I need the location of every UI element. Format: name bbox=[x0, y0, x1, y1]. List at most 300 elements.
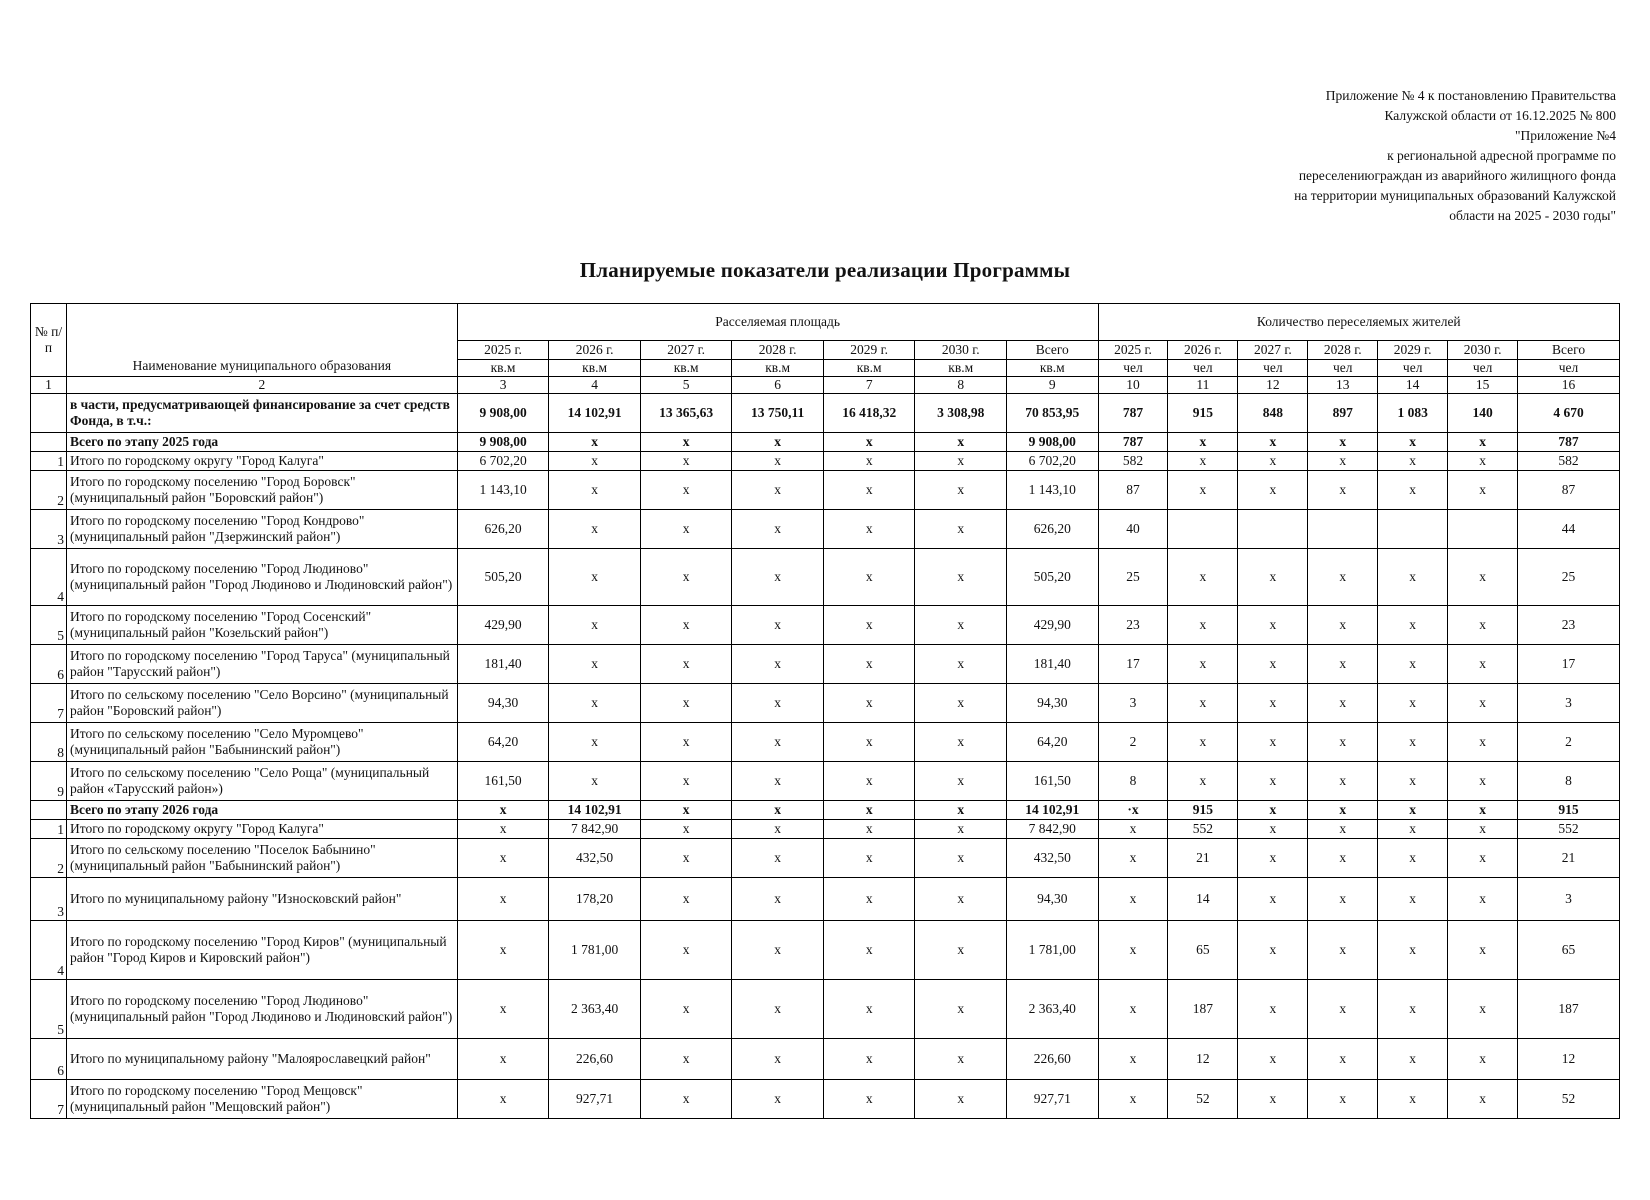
area-value: х bbox=[823, 549, 915, 606]
table-row bbox=[31, 645, 1620, 684]
area-value: х bbox=[640, 762, 732, 801]
column-index: 10 bbox=[1098, 377, 1168, 394]
row-number: 7 bbox=[31, 1080, 67, 1119]
area-value: х bbox=[823, 1039, 915, 1080]
people-value: 915 bbox=[1168, 394, 1238, 433]
area-value: 226,60 bbox=[549, 1039, 641, 1080]
area-value: х bbox=[457, 1080, 549, 1119]
people-value: 2 bbox=[1098, 723, 1168, 762]
people-value: х bbox=[1378, 549, 1448, 606]
area-value: 64,20 bbox=[457, 723, 549, 762]
people-value: х bbox=[1238, 801, 1308, 820]
people-value: х bbox=[1378, 452, 1448, 471]
unit-header: чел bbox=[1168, 360, 1238, 377]
area-value: х bbox=[457, 921, 549, 980]
people-value: х bbox=[1098, 839, 1168, 878]
area-value: х bbox=[732, 510, 824, 549]
area-value: 1 781,00 bbox=[1006, 921, 1098, 980]
area-value: х bbox=[732, 921, 824, 980]
row-number: 3 bbox=[31, 510, 67, 549]
table-row bbox=[31, 921, 1620, 980]
table-row bbox=[31, 433, 1620, 452]
people-value: 44 bbox=[1518, 510, 1620, 549]
people-value: х bbox=[1308, 471, 1378, 510]
column-index: 4 bbox=[549, 377, 641, 394]
row-number: 2 bbox=[31, 471, 67, 510]
area-value: х bbox=[457, 1039, 549, 1080]
people-value: ·х bbox=[1098, 801, 1168, 820]
people-value: х bbox=[1168, 762, 1238, 801]
people-value: 582 bbox=[1518, 452, 1620, 471]
row-number bbox=[31, 394, 67, 433]
area-value: 13 365,63 bbox=[640, 394, 732, 433]
people-value: х bbox=[1308, 645, 1378, 684]
area-value: х bbox=[732, 433, 824, 452]
people-value: 582 bbox=[1098, 452, 1168, 471]
unit-header: кв.м bbox=[457, 360, 549, 377]
area-value: 429,90 bbox=[1006, 606, 1098, 645]
table-row bbox=[31, 980, 1620, 1039]
people-value: х bbox=[1238, 684, 1308, 723]
people-value: х bbox=[1308, 980, 1378, 1039]
area-value: х bbox=[549, 723, 641, 762]
municipality-name: Итого по муниципальному району "Износковский район" bbox=[66, 878, 457, 921]
area-value: 181,40 bbox=[457, 645, 549, 684]
appendix-line: переселениюграждан из аварийного жилищного фонда bbox=[1298, 168, 1616, 183]
area-value: х bbox=[732, 549, 824, 606]
people-value: х bbox=[1378, 433, 1448, 452]
people-value: х bbox=[1448, 452, 1518, 471]
people-value: 915 bbox=[1518, 801, 1620, 820]
column-index: 7 bbox=[823, 377, 915, 394]
row-number: 2 bbox=[31, 839, 67, 878]
unit-header: кв.м bbox=[640, 360, 732, 377]
people-value: 23 bbox=[1098, 606, 1168, 645]
column-index: 2 bbox=[66, 377, 457, 394]
people-value: 915 bbox=[1168, 801, 1238, 820]
people-value: х bbox=[1308, 606, 1378, 645]
area-value: х bbox=[640, 1080, 732, 1119]
area-value: 1 781,00 bbox=[549, 921, 641, 980]
people-value: 87 bbox=[1098, 471, 1168, 510]
row-number: 8 bbox=[31, 723, 67, 762]
table-row bbox=[31, 684, 1620, 723]
municipality-name: Итого по городскому поселению "Город Мещовск" (муниципальный район "Мещовский район") bbox=[66, 1080, 457, 1119]
area-value: 181,40 bbox=[1006, 645, 1098, 684]
people-value: х bbox=[1098, 1039, 1168, 1080]
year-header: 2025 г. bbox=[1098, 341, 1168, 360]
area-value: х bbox=[457, 820, 549, 839]
people-value: х bbox=[1308, 452, 1378, 471]
area-value: х bbox=[640, 471, 732, 510]
appendix-line: Приложение № 4 к постановлению Правительства bbox=[1325, 88, 1616, 103]
area-value: 14 102,91 bbox=[549, 394, 641, 433]
area-value: 14 102,91 bbox=[1006, 801, 1098, 820]
area-value: 13 750,11 bbox=[732, 394, 824, 433]
area-value: 226,60 bbox=[1006, 1039, 1098, 1080]
people-value: х bbox=[1168, 549, 1238, 606]
unit-header: чел bbox=[1448, 360, 1518, 377]
area-value: х bbox=[823, 723, 915, 762]
unit-header: чел bbox=[1238, 360, 1308, 377]
area-value: х bbox=[549, 471, 641, 510]
area-value: 6 702,20 bbox=[457, 452, 549, 471]
table-row bbox=[31, 723, 1620, 762]
people-value: 3 bbox=[1518, 684, 1620, 723]
people-value: 21 bbox=[1518, 839, 1620, 878]
people-value: 25 bbox=[1518, 549, 1620, 606]
year-header: 2029 г. bbox=[1378, 341, 1448, 360]
area-value: 16 418,32 bbox=[823, 394, 915, 433]
row-number: 9 bbox=[31, 762, 67, 801]
group-people-header: Количество переселяемых жителей bbox=[1098, 304, 1619, 341]
area-value: х bbox=[549, 645, 641, 684]
people-value: х bbox=[1448, 820, 1518, 839]
area-value: 7 842,90 bbox=[549, 820, 641, 839]
year-header: 2029 г. bbox=[823, 341, 915, 360]
row-number: 1 bbox=[31, 452, 67, 471]
unit-header: чел bbox=[1098, 360, 1168, 377]
area-value: 429,90 bbox=[457, 606, 549, 645]
row-number: 7 bbox=[31, 684, 67, 723]
people-value: 787 bbox=[1518, 433, 1620, 452]
header-row-groups bbox=[31, 304, 1620, 341]
people-value: х bbox=[1238, 645, 1308, 684]
area-value: х bbox=[732, 723, 824, 762]
people-value: х bbox=[1378, 684, 1448, 723]
area-value: х bbox=[732, 801, 824, 820]
area-value: х bbox=[915, 684, 1007, 723]
area-value: х bbox=[732, 471, 824, 510]
people-value bbox=[1168, 510, 1238, 549]
people-value: х bbox=[1168, 606, 1238, 645]
column-index: 13 bbox=[1308, 377, 1378, 394]
people-value: 1 083 bbox=[1378, 394, 1448, 433]
area-value: х bbox=[640, 801, 732, 820]
municipality-name: Итого по городскому поселению "Город Боровск" (муниципальный район "Боровский район") bbox=[66, 471, 457, 510]
people-value: х bbox=[1168, 684, 1238, 723]
area-value: 7 842,90 bbox=[1006, 820, 1098, 839]
area-value: х bbox=[549, 684, 641, 723]
people-value: х bbox=[1238, 606, 1308, 645]
people-value bbox=[1378, 510, 1448, 549]
area-value: 94,30 bbox=[1006, 684, 1098, 723]
people-value: 87 bbox=[1518, 471, 1620, 510]
people-value: х bbox=[1308, 433, 1378, 452]
people-value: 21 bbox=[1168, 839, 1238, 878]
people-value: х bbox=[1238, 452, 1308, 471]
area-value: х bbox=[640, 980, 732, 1039]
year-header: Всего bbox=[1006, 341, 1098, 360]
row-number: 4 bbox=[31, 921, 67, 980]
area-value: х bbox=[640, 921, 732, 980]
people-value bbox=[1308, 510, 1378, 549]
area-value: х bbox=[915, 839, 1007, 878]
people-value: х bbox=[1308, 684, 1378, 723]
table-row bbox=[31, 801, 1620, 820]
area-value: 1 143,10 bbox=[1006, 471, 1098, 510]
area-value: х bbox=[823, 452, 915, 471]
area-value: 2 363,40 bbox=[549, 980, 641, 1039]
people-value: х bbox=[1238, 723, 1308, 762]
area-value: х bbox=[915, 980, 1007, 1039]
people-value: х bbox=[1238, 1039, 1308, 1080]
year-header: Всего bbox=[1518, 341, 1620, 360]
municipality-name: Всего по этапу 2026 года bbox=[66, 801, 457, 820]
table-row bbox=[31, 471, 1620, 510]
people-value: х bbox=[1448, 645, 1518, 684]
page-title: Планируемые показатели реализации Программы bbox=[579, 258, 1071, 282]
appendix-line: "Приложение №4 bbox=[1515, 128, 1616, 143]
people-value: х bbox=[1378, 645, 1448, 684]
people-value: х bbox=[1308, 723, 1378, 762]
area-value: х bbox=[823, 801, 915, 820]
column-index: 11 bbox=[1168, 377, 1238, 394]
municipality-name: Итого по городскому поселению "Город Людиново" (муниципальный район "Город Людиново и Людиновский район") bbox=[66, 549, 457, 606]
people-value: х bbox=[1308, 549, 1378, 606]
area-value: 626,20 bbox=[457, 510, 549, 549]
area-value: х bbox=[640, 433, 732, 452]
unit-header: чел bbox=[1308, 360, 1378, 377]
municipality-name: Итого по городскому поселению "Город Таруса" (муниципальный район "Тарусский район") bbox=[66, 645, 457, 684]
area-value: х bbox=[549, 549, 641, 606]
people-value: 52 bbox=[1168, 1080, 1238, 1119]
people-value: 23 bbox=[1518, 606, 1620, 645]
people-value: х bbox=[1308, 878, 1378, 921]
people-value: х bbox=[1448, 980, 1518, 1039]
people-value: х bbox=[1168, 471, 1238, 510]
municipality-name: Итого по сельскому поселению "Село Муромцево" (муниципальный район "Бабынинский район") bbox=[66, 723, 457, 762]
municipality-name: Итого по сельскому поселению "Поселок Бабынино" (муниципальный район "Бабынинский район") bbox=[66, 839, 457, 878]
people-value: х bbox=[1378, 471, 1448, 510]
area-value: х bbox=[640, 549, 732, 606]
area-value: 505,20 bbox=[1006, 549, 1098, 606]
area-value: х bbox=[732, 1039, 824, 1080]
people-value: х bbox=[1378, 921, 1448, 980]
people-value: х bbox=[1378, 723, 1448, 762]
people-value: 2 bbox=[1518, 723, 1620, 762]
area-value: х bbox=[640, 820, 732, 839]
area-value: х bbox=[823, 471, 915, 510]
area-value: х bbox=[823, 762, 915, 801]
table-row bbox=[31, 452, 1620, 471]
area-value: х bbox=[915, 921, 1007, 980]
row-number: 6 bbox=[31, 645, 67, 684]
area-value: х bbox=[732, 606, 824, 645]
people-value: 8 bbox=[1098, 762, 1168, 801]
appendix-line: к региональной адресной программе по bbox=[1387, 148, 1616, 163]
area-value: 161,50 bbox=[1006, 762, 1098, 801]
area-value: 64,20 bbox=[1006, 723, 1098, 762]
area-value: 927,71 bbox=[549, 1080, 641, 1119]
column-index: 8 bbox=[915, 377, 1007, 394]
municipality-name: Итого по городскому поселению "Город Кондрово" (муниципальный район "Дзержинский район") bbox=[66, 510, 457, 549]
area-value: х bbox=[549, 606, 641, 645]
municipality-name: Итого по городскому округу "Город Калуга" bbox=[66, 820, 457, 839]
people-value: 848 bbox=[1238, 394, 1308, 433]
people-value: х bbox=[1448, 433, 1518, 452]
table-row bbox=[31, 1039, 1620, 1080]
area-value: х bbox=[640, 839, 732, 878]
area-value: х bbox=[823, 606, 915, 645]
indicators-table bbox=[30, 303, 1620, 1119]
people-value: х bbox=[1238, 471, 1308, 510]
area-value: 1 143,10 bbox=[457, 471, 549, 510]
area-value: х bbox=[823, 684, 915, 723]
people-value: х bbox=[1238, 549, 1308, 606]
people-value: 187 bbox=[1168, 980, 1238, 1039]
area-value: х bbox=[915, 820, 1007, 839]
appendix-line: Калужской области от 16.12.2025 № 800 bbox=[1384, 108, 1616, 123]
area-value: х bbox=[915, 433, 1007, 452]
year-header: 2030 г. bbox=[915, 341, 1007, 360]
area-value: х bbox=[915, 645, 1007, 684]
people-value: х bbox=[1378, 839, 1448, 878]
people-value: х bbox=[1448, 1039, 1518, 1080]
people-value: 787 bbox=[1098, 433, 1168, 452]
people-value: 8 bbox=[1518, 762, 1620, 801]
col-number-header: № п/п bbox=[31, 304, 67, 377]
people-value: х bbox=[1448, 723, 1518, 762]
area-value: х bbox=[549, 762, 641, 801]
area-value: х bbox=[640, 878, 732, 921]
area-value: х bbox=[640, 510, 732, 549]
people-value: х bbox=[1238, 762, 1308, 801]
people-value: х bbox=[1378, 1080, 1448, 1119]
municipality-name: Итого по городскому поселению "Город Людиново" (муниципальный район "Город Людиново и Людиновский район") bbox=[66, 980, 457, 1039]
area-value: 2 363,40 bbox=[1006, 980, 1098, 1039]
area-value: х bbox=[915, 452, 1007, 471]
unit-header: кв.м bbox=[823, 360, 915, 377]
area-value: х bbox=[915, 878, 1007, 921]
column-index: 3 bbox=[457, 377, 549, 394]
appendix-line: области на 2025 - 2030 годы" bbox=[1449, 208, 1616, 223]
people-value: х bbox=[1238, 878, 1308, 921]
people-value: х bbox=[1098, 921, 1168, 980]
people-value: х bbox=[1448, 839, 1518, 878]
people-value: х bbox=[1308, 921, 1378, 980]
area-value: х bbox=[549, 452, 641, 471]
area-value: х bbox=[732, 684, 824, 723]
area-value: 3 308,98 bbox=[915, 394, 1007, 433]
area-value: х bbox=[549, 433, 641, 452]
area-value: 94,30 bbox=[457, 684, 549, 723]
row-number: 1 bbox=[31, 820, 67, 839]
people-value: х bbox=[1238, 921, 1308, 980]
year-header: 2026 г. bbox=[549, 341, 641, 360]
area-value: х bbox=[732, 452, 824, 471]
people-value: 552 bbox=[1518, 820, 1620, 839]
people-value: х bbox=[1238, 839, 1308, 878]
people-value: х bbox=[1168, 723, 1238, 762]
area-value: х bbox=[457, 878, 549, 921]
people-value: 3 bbox=[1098, 684, 1168, 723]
people-value: х bbox=[1448, 684, 1518, 723]
people-value bbox=[1238, 510, 1308, 549]
area-value: 927,71 bbox=[1006, 1080, 1098, 1119]
area-value: х bbox=[915, 471, 1007, 510]
people-value: 52 bbox=[1518, 1080, 1620, 1119]
people-value: 25 bbox=[1098, 549, 1168, 606]
column-index: 1 bbox=[31, 377, 67, 394]
year-header: 2026 г. bbox=[1168, 341, 1238, 360]
people-value: х bbox=[1098, 878, 1168, 921]
unit-header: кв.м bbox=[549, 360, 641, 377]
area-value: х bbox=[732, 645, 824, 684]
unit-header: чел bbox=[1518, 360, 1620, 377]
area-value: 9 908,00 bbox=[457, 433, 549, 452]
row-number: 3 bbox=[31, 878, 67, 921]
table-row bbox=[31, 820, 1620, 839]
people-value: х bbox=[1308, 1080, 1378, 1119]
area-value: х bbox=[915, 1080, 1007, 1119]
people-value: х bbox=[1448, 471, 1518, 510]
group-area-header: Расселяемая площадь bbox=[457, 304, 1098, 341]
row-number: 5 bbox=[31, 606, 67, 645]
area-value: 14 102,91 bbox=[549, 801, 641, 820]
people-value: х bbox=[1448, 878, 1518, 921]
people-value: х bbox=[1448, 1080, 1518, 1119]
people-value: х bbox=[1448, 921, 1518, 980]
area-value: 161,50 bbox=[457, 762, 549, 801]
area-value: 6 702,20 bbox=[1006, 452, 1098, 471]
municipality-name: Итого по сельскому поселению "Село Роща" (муниципальный район «Тарусский район») bbox=[66, 762, 457, 801]
unit-header: кв.м bbox=[1006, 360, 1098, 377]
row-number bbox=[31, 801, 67, 820]
table-row bbox=[31, 394, 1620, 433]
people-value: х bbox=[1378, 878, 1448, 921]
area-value: х bbox=[823, 820, 915, 839]
people-value: 65 bbox=[1168, 921, 1238, 980]
appendix-line: на территории муниципальных образований Калужской bbox=[1294, 188, 1616, 203]
area-value: х bbox=[640, 645, 732, 684]
people-value: х bbox=[1448, 762, 1518, 801]
people-value: 12 bbox=[1168, 1039, 1238, 1080]
people-value: 787 bbox=[1098, 394, 1168, 433]
table-row bbox=[31, 839, 1620, 878]
area-value: 9 908,00 bbox=[457, 394, 549, 433]
area-value: 432,50 bbox=[1006, 839, 1098, 878]
area-value: х bbox=[732, 878, 824, 921]
area-value: х bbox=[915, 801, 1007, 820]
people-value: 4 670 bbox=[1518, 394, 1620, 433]
row-number: 6 bbox=[31, 1039, 67, 1080]
people-value: х bbox=[1448, 801, 1518, 820]
people-value: х bbox=[1238, 980, 1308, 1039]
people-value: 40 bbox=[1098, 510, 1168, 549]
area-value: 505,20 bbox=[457, 549, 549, 606]
area-value: 94,30 bbox=[1006, 878, 1098, 921]
people-value: х bbox=[1168, 645, 1238, 684]
table-row bbox=[31, 549, 1620, 606]
unit-header: кв.м bbox=[732, 360, 824, 377]
municipality-name: Итого по сельскому поселению "Село Ворсино" (муниципальный район "Боровский район") bbox=[66, 684, 457, 723]
people-value: х bbox=[1308, 762, 1378, 801]
people-value: х bbox=[1098, 820, 1168, 839]
area-value: х bbox=[915, 723, 1007, 762]
people-value: х bbox=[1378, 801, 1448, 820]
table-row bbox=[31, 762, 1620, 801]
people-value: 14 bbox=[1168, 878, 1238, 921]
people-value: 65 bbox=[1518, 921, 1620, 980]
column-index: 15 bbox=[1448, 377, 1518, 394]
year-header: 2028 г. bbox=[1308, 341, 1378, 360]
area-value: х bbox=[732, 820, 824, 839]
row-number: 5 bbox=[31, 980, 67, 1039]
year-header: 2027 г. bbox=[1238, 341, 1308, 360]
people-value: 17 bbox=[1518, 645, 1620, 684]
row-number bbox=[31, 433, 67, 452]
